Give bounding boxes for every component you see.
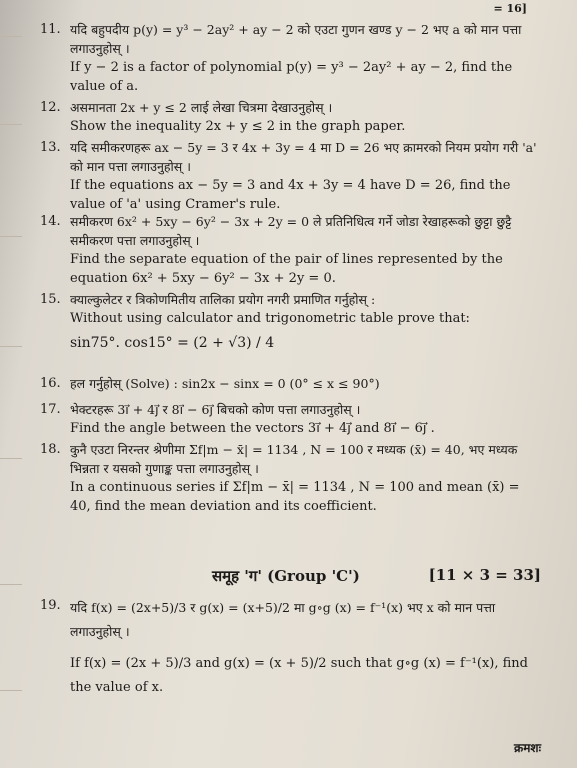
question-19 (40, 596, 541, 700)
margin-line (0, 236, 22, 237)
question-number: 16. (40, 376, 61, 391)
continued-label: क्रमशः (514, 741, 541, 755)
group-title: समूह 'ग' (Group 'C') (212, 567, 360, 585)
question-text-nepali: यदि समीकरणहरू ax − 5y = 3 र 4x + 3y = 4 मा D = 26 भए क्रामरको नियम प्रयोग गरी 'a' को मान पत्ता लगाउनुहोस् । (70, 140, 537, 174)
question-12 (40, 98, 541, 136)
question-text-nepali: यदि f(x) = (2x+5)/3 र g(x) = (x+5)/2 मा g∘g (x) = f⁻¹(x) भए x को मान पत्ता लगाउनुहोस् । (70, 600, 496, 639)
margin-line (0, 690, 22, 691)
question-18 (40, 440, 541, 516)
margin-line (0, 346, 22, 347)
margin-line (0, 458, 22, 459)
question-text-english: If the equations ax − 5y = 3 and 4x + 3y = 4 have D = 26, find the value of 'a' using Cramer's rule. (70, 178, 511, 212)
group-marks: [11 × 3 = 33] (428, 566, 541, 584)
question-14 (40, 212, 541, 288)
question-text-english: If f(x) = (2x + 5)/3 and g(x) = (x + 5)/2 such that g∘g (x) = f⁻¹(x), find the value of x. (70, 656, 529, 695)
margin-line (0, 36, 22, 37)
question-17 (40, 400, 541, 438)
question-text-english: In a continuous series if Σf|m − x̄| = 1134 , N = 100 and mean (x̄) = 40, find the mean deviation and its coefficient. (70, 480, 520, 514)
question-text-english: Without using calculator and trigonometric table prove that: (70, 311, 470, 326)
question-text-nepali: क्याल्कुलेटर र त्रिकोणमितीय तालिका प्रयोग नगरी प्रमाणित गर्नुहोस् : (70, 292, 376, 307)
question-13 (40, 138, 541, 214)
question-text-english: Find the angle between the vectors 3i⃗ + 4j⃗ and 8i⃗ − 6j⃗ . (70, 421, 435, 436)
question-number: 14. (40, 214, 61, 229)
question-text-nepali: असमानता 2x + y ≤ 2 लाई लेखा चित्रमा देखाउनुहोस् । (70, 100, 333, 115)
question-number: 18. (40, 442, 61, 457)
question-text-nepali: यदि बहुपदीय p(y) = y³ − 2ay² + ay − 2 को एउटा गुणन खण्ड y − 2 भए a को मान पत्ता लगाउनुहोस् । (70, 22, 522, 56)
question-text-nepali: भेक्टरहरू 3i⃗ + 4j⃗ र 8i⃗ − 6j⃗ बिचको कोण पत्ता लगाउनुहोस् । (70, 402, 361, 417)
question-text-nepali: समीकरण 6x² + 5xy − 6y² − 3x + 2y = 0 ले प्रतिनिधित्व गर्ने जोडा रेखाहरूको छुट्टा छुट्टै समीकरण पत्ता लगाउनुहोस् । (70, 214, 512, 248)
trig-formula: sin75°. cos15° = (2 + √3) / 4 (70, 335, 275, 351)
question-11 (40, 20, 541, 96)
previous-group-marks: = 16] (493, 2, 527, 15)
question-text-english: Show the inequality 2x + y ≤ 2 in the graph paper. (70, 119, 406, 134)
question-number: 15. (40, 292, 61, 307)
question-number: 17. (40, 402, 61, 417)
question-number: 19. (40, 598, 61, 613)
question-15 (40, 290, 541, 359)
question-number: 12. (40, 100, 61, 115)
question-text-english: If y − 2 is a factor of polynomial p(y) = y³ − 2ay² + ay − 2, find the value of a. (70, 60, 513, 94)
margin-line (0, 584, 22, 585)
margin-line (0, 124, 22, 125)
question-number: 13. (40, 140, 61, 155)
question-text-nepali: कुनै एउटा निरन्तर श्रेणीमा Σf|m − x̄| = 1134 , N = 100 र मध्यक (x̄) = 40, भए मध्यक भिन्नता र यसको गुणाङ्क पत्ता लगाउनुहोस् । (70, 442, 518, 476)
question-16 (40, 374, 541, 393)
question-number: 11. (40, 22, 61, 37)
question-text-nepali: हल गर्नुहोस् (Solve) : sin2x − sinx = 0 (0° ≤ x ≤ 90°) (70, 376, 380, 391)
question-text-english: Find the separate equation of the pair of lines represented by the equation 6x² + 5xy − 6y² − 3x + 2y = 0. (70, 252, 503, 286)
